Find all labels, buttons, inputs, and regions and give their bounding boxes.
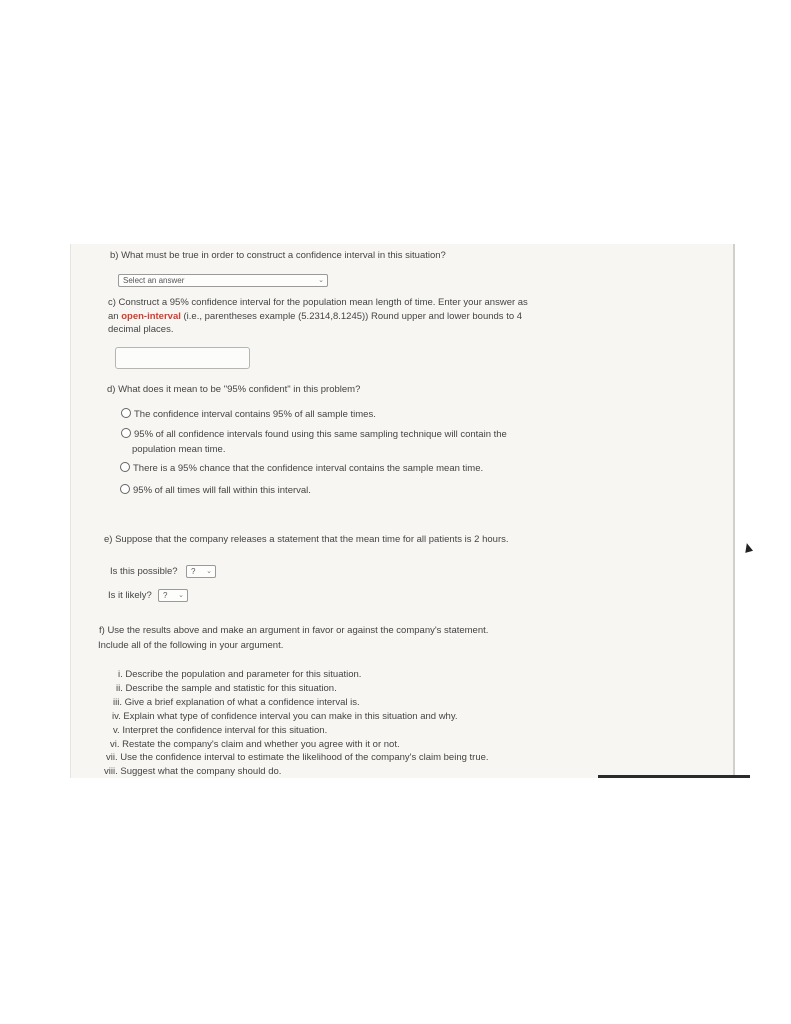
option-d-2-continued: population mean time. [132, 444, 226, 455]
option-label: The confidence interval contains 95% of all sample times. [134, 409, 376, 420]
list-item: ii. Describe the sample and statistic for this situation. [116, 683, 337, 694]
likely-select[interactable] [158, 589, 188, 602]
question-c-line2 [108, 310, 522, 324]
list-item: v. Interpret the confidence interval for this situation. [113, 725, 328, 736]
question-c-suffix: (i.e., parentheses example (5.2314,8.1245)) Round upper and lower bounds to 4 [180, 311, 523, 322]
likely-label: Is it likely? [108, 590, 152, 601]
possible-select[interactable] [186, 565, 216, 578]
page-edge-shadow [598, 775, 750, 778]
select-value: ? [163, 591, 168, 600]
option-label: 95% of all times will fall within this interval. [133, 485, 311, 496]
radio-unchecked-icon[interactable] [120, 484, 130, 494]
option-d-4[interactable] [120, 484, 311, 498]
option-d-1[interactable] [121, 408, 376, 422]
question-c-prefix: an [108, 311, 122, 322]
chevron-down-icon: ⌄ [318, 277, 324, 284]
question-e: e) Suppose that the company releases a statement that the mean time for all patients is 2 hours. [104, 534, 509, 545]
option-label: There is a 95% chance that the confidence interval contains the sample mean time. [133, 463, 484, 474]
option-label: 95% of all confidence intervals found using this same sampling technique will contain the [134, 429, 507, 440]
chevron-down-icon: ⌄ [206, 568, 212, 575]
option-d-2[interactable] [121, 428, 507, 442]
radio-unchecked-icon[interactable] [120, 462, 130, 472]
list-item: i. Describe the population and parameter for this situation. [118, 669, 362, 680]
select-value: ? [191, 567, 196, 576]
question-c-line1: c) Construct a 95% confidence interval for the population mean length of time. Enter your answer as [108, 297, 528, 308]
radio-unchecked-icon[interactable] [121, 408, 131, 418]
radio-unchecked-icon[interactable] [121, 428, 131, 438]
question-f-line2: Include all of the following in your argument. [98, 640, 284, 651]
list-item: vi. Restate the company's claim and whether you agree with it or not. [110, 739, 400, 750]
question-b: b) What must be true in order to construct a confidence interval in this situation? [110, 250, 446, 261]
question-f-line1: f) Use the results above and make an argument in favor or against the company's statement. [99, 625, 489, 636]
question-c-line3: decimal places. [108, 324, 174, 335]
possible-label: Is this possible? [110, 566, 178, 577]
list-item: viii. Suggest what the company should do. [104, 766, 282, 777]
list-item: vii. Use the confidence interval to estimate the likelihood of the company's claim being true. [106, 752, 489, 763]
interval-answer-input[interactable] [115, 347, 250, 369]
mouse-pointer-icon [743, 542, 753, 553]
select-value: Select an answer [123, 276, 185, 285]
chevron-down-icon: ⌄ [178, 592, 184, 599]
list-item: iv. Explain what type of confidence interval you can make in this situation and why. [112, 711, 458, 722]
list-item: iii. Give a brief explanation of what a confidence interval is. [113, 697, 360, 708]
question-d: d) What does it mean to be "95% confident" in this problem? [107, 384, 361, 395]
answer-select-b[interactable] [118, 274, 328, 287]
open-interval-highlight: open-interval [121, 311, 181, 322]
option-d-3[interactable] [120, 462, 483, 476]
